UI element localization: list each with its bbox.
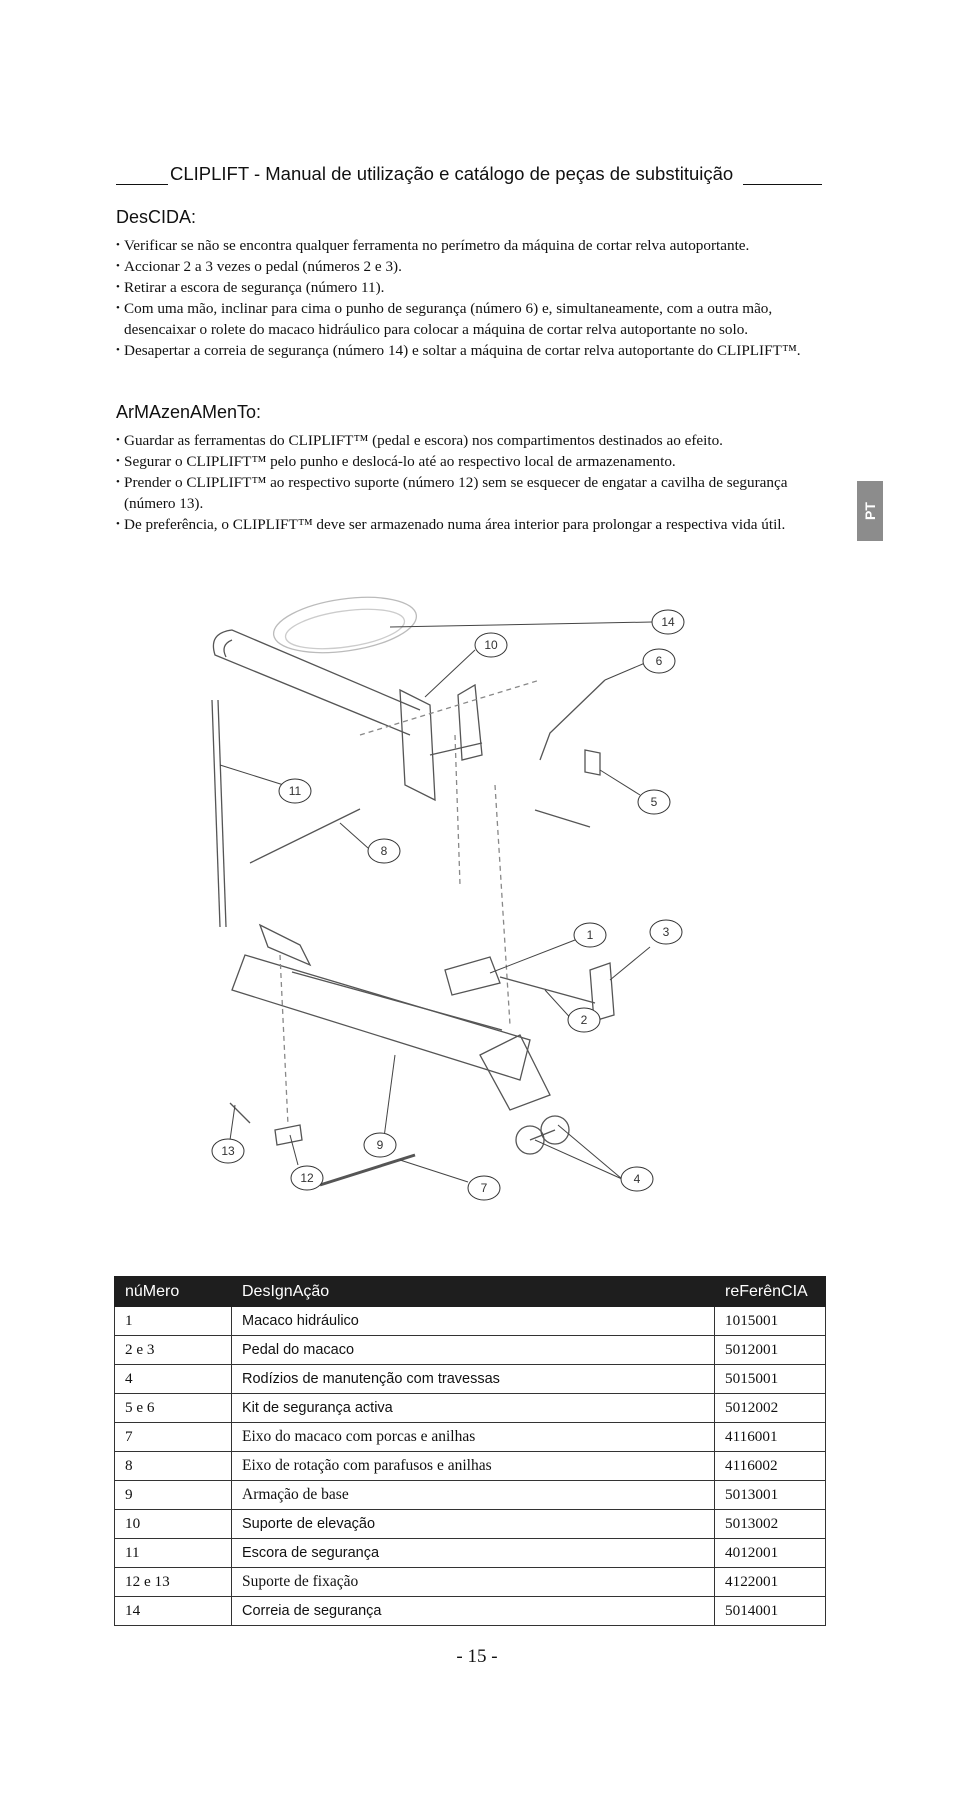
callout-label: 9 bbox=[376, 1138, 384, 1152]
table-row bbox=[115, 1307, 826, 1336]
page-title: CLIPLIFT - Manual de utilização e catálogo de peças de substituição bbox=[170, 163, 734, 184]
guide-line bbox=[360, 680, 540, 735]
table-header-row bbox=[115, 1277, 826, 1307]
part-number: 5 e 6 bbox=[115, 1394, 232, 1423]
part-description: Eixo de rotação com parafusos e anilhas bbox=[232, 1452, 715, 1481]
leader-line bbox=[290, 1135, 298, 1165]
leader-line bbox=[610, 947, 650, 980]
assembly-guides bbox=[280, 680, 540, 1125]
lift-plate-right bbox=[458, 685, 482, 760]
table-row bbox=[115, 1423, 826, 1452]
leader-line bbox=[558, 1125, 622, 1179]
list-item: • Com uma mão, inclinar para cima o punho de segurança (número 6) e, simultaneamente, com a outra mão, desencaixar o rolete do macaco hidráulico para colocar a máquina de cortar relva autoportante no solo. bbox=[116, 298, 826, 340]
part-number: 10 bbox=[115, 1510, 232, 1539]
list-item: • Guardar as ferramentas do CLIPLIFT™ (pedal e escora) nos compartimentos destinados ao efeito. bbox=[116, 430, 826, 451]
mount-bracket-shape bbox=[275, 1125, 302, 1145]
callout-12 bbox=[291, 1166, 323, 1190]
list-item: • Prender o CLIPLIFT™ ao respectivo suporte (número 12) sem se esquecer de engatar a cavilha de segurança (número 13). bbox=[116, 472, 826, 514]
part-description: Rodízios de manutenção com travessas bbox=[232, 1365, 715, 1394]
table-row bbox=[115, 1539, 826, 1568]
callout-label: 14 bbox=[661, 615, 675, 629]
leader-line bbox=[400, 1160, 468, 1182]
callout-label: 6 bbox=[655, 654, 663, 668]
list-item: • De preferência, o CLIPLIFT™ deve ser armazenado numa área interior para prolongar a respectiva vida útil. bbox=[116, 514, 826, 535]
diagram-svg bbox=[190, 585, 780, 1210]
callout-label: 13 bbox=[221, 1144, 235, 1158]
part-description: Eixo do macaco com porcas e anilhas bbox=[232, 1423, 715, 1452]
handle-bend-shape bbox=[224, 640, 232, 657]
guide-line bbox=[455, 735, 460, 885]
parts-table bbox=[114, 1276, 826, 1626]
callout-7 bbox=[468, 1176, 500, 1200]
callout-14 bbox=[652, 610, 684, 634]
callout-10 bbox=[475, 633, 507, 657]
leader-line bbox=[220, 765, 290, 787]
diagram-callouts bbox=[212, 610, 684, 1200]
callout-label: 5 bbox=[650, 795, 658, 809]
table-row bbox=[115, 1394, 826, 1423]
safety-handle-shape bbox=[540, 680, 605, 760]
callout-5 bbox=[638, 790, 670, 814]
callout-label: 8 bbox=[380, 844, 388, 858]
part-reference: 4122001 bbox=[715, 1568, 826, 1597]
strap-shape bbox=[270, 589, 420, 661]
safety-bracket-shape bbox=[585, 750, 600, 775]
table-row bbox=[115, 1568, 826, 1597]
descida-heading: DesCIDA: bbox=[116, 207, 197, 227]
part-description: Armação de base bbox=[232, 1481, 715, 1510]
base-bracket-shape bbox=[260, 925, 310, 965]
part-number: 1 bbox=[115, 1307, 232, 1336]
part-number: 2 e 3 bbox=[115, 1336, 232, 1365]
list-item: • Verificar se não se encontra qualquer ferramenta no perímetro da máquina de cortar relva autoportante. bbox=[116, 235, 826, 256]
table-row bbox=[115, 1336, 826, 1365]
guide-line bbox=[280, 955, 288, 1125]
base-frame-shape bbox=[232, 955, 530, 1080]
table-row bbox=[115, 1452, 826, 1481]
table-row bbox=[115, 1365, 826, 1394]
part-number: 14 bbox=[115, 1597, 232, 1626]
list-item: • Desapertar a correia de segurança (número 14) e soltar a máquina de cortar relva autoportante do CLIPLIFT™. bbox=[116, 340, 826, 361]
caster-crossbar bbox=[530, 1130, 555, 1140]
part-reference: 4012001 bbox=[715, 1539, 826, 1568]
leader-line bbox=[600, 770, 640, 795]
part-description: Escora de segurança bbox=[232, 1539, 715, 1568]
part-reference: 5013001 bbox=[715, 1481, 826, 1510]
callout-8 bbox=[368, 839, 400, 863]
page-number: - 15 - bbox=[456, 1646, 498, 1667]
leader-line bbox=[340, 823, 368, 848]
column-header-referencia: reFerênCIA bbox=[715, 1277, 826, 1307]
callout-label: 3 bbox=[662, 925, 670, 939]
part-number: 9 bbox=[115, 1481, 232, 1510]
callout-3 bbox=[650, 920, 682, 944]
base-frame-rail bbox=[292, 972, 502, 1030]
part-number: 11 bbox=[115, 1539, 232, 1568]
callout-4 bbox=[621, 1167, 653, 1191]
list-item: • Retirar a escora de segurança (número 11). bbox=[116, 277, 826, 298]
table-row bbox=[115, 1597, 826, 1626]
part-reference: 1015001 bbox=[715, 1307, 826, 1336]
diagram-drawing bbox=[212, 589, 652, 1185]
leader-line bbox=[230, 1105, 235, 1140]
leader-line bbox=[535, 1140, 622, 1179]
callout-label: 4 bbox=[633, 1172, 641, 1186]
column-header-designacao: DesIgnAção bbox=[232, 1277, 715, 1307]
header-rule-right bbox=[743, 176, 822, 185]
language-tab bbox=[857, 481, 883, 541]
part-description: Suporte de fixação bbox=[232, 1568, 715, 1597]
leader-line bbox=[390, 622, 652, 627]
part-number: 7 bbox=[115, 1423, 232, 1452]
page-header bbox=[116, 155, 822, 185]
lift-plate-left bbox=[400, 690, 435, 800]
part-description: Suporte de elevação bbox=[232, 1510, 715, 1539]
part-description: Kit de segurança activa bbox=[232, 1394, 715, 1423]
leader-line bbox=[605, 663, 645, 680]
part-number: 4 bbox=[115, 1365, 232, 1394]
callout-6 bbox=[643, 649, 675, 673]
callout-label: 10 bbox=[484, 638, 498, 652]
armazenamento-list bbox=[116, 430, 826, 535]
base-fork-shape bbox=[480, 1035, 550, 1110]
callout-9 bbox=[364, 1133, 396, 1157]
leader-line bbox=[383, 1055, 395, 1145]
column-header-numero: núMero bbox=[115, 1277, 232, 1307]
part-reference: 5015001 bbox=[715, 1365, 826, 1394]
part-reference: 5012001 bbox=[715, 1336, 826, 1365]
callout-leaders bbox=[220, 622, 652, 1182]
guide-line bbox=[495, 785, 510, 1025]
roller-pin-shape bbox=[535, 810, 590, 827]
hydraulic-jack-shape bbox=[445, 957, 500, 995]
descida-list bbox=[116, 235, 826, 361]
table-row bbox=[115, 1510, 826, 1539]
list-item: • Segurar o CLIPLIFT™ pelo punho e deslocá-lo até ao respectivo local de armazenamento. bbox=[116, 451, 826, 472]
header-rule-left bbox=[116, 176, 168, 185]
part-description: Pedal do macaco bbox=[232, 1336, 715, 1365]
table-row bbox=[115, 1481, 826, 1510]
callout-label: 7 bbox=[480, 1181, 488, 1195]
part-description: Correia de segurança bbox=[232, 1597, 715, 1626]
part-description: Macaco hidráulico bbox=[232, 1307, 715, 1336]
jack-pedal-bar bbox=[500, 977, 595, 1003]
part-reference: 5013002 bbox=[715, 1510, 826, 1539]
strap-inner-shape bbox=[283, 603, 407, 655]
leader-line bbox=[490, 940, 575, 973]
callout-1 bbox=[574, 923, 606, 947]
callout-label: 2 bbox=[580, 1013, 588, 1027]
part-reference: 4116001 bbox=[715, 1423, 826, 1452]
callout-2 bbox=[568, 1008, 600, 1032]
exploded-parts-diagram bbox=[190, 585, 780, 1210]
pivot-axle-shape bbox=[250, 809, 360, 863]
language-tab-label: PT bbox=[861, 502, 878, 520]
part-reference: 5014001 bbox=[715, 1597, 826, 1626]
callout-label: 12 bbox=[300, 1171, 314, 1185]
part-number: 8 bbox=[115, 1452, 232, 1481]
callout-label: 1 bbox=[586, 928, 594, 942]
jack-axle-shape bbox=[320, 1155, 415, 1185]
callout-13 bbox=[212, 1139, 244, 1163]
part-reference: 5012002 bbox=[715, 1394, 826, 1423]
list-item: • Accionar 2 a 3 vezes o pedal (números 2 e 3). bbox=[116, 256, 826, 277]
callout-label: 11 bbox=[288, 784, 302, 798]
callout-11 bbox=[279, 779, 311, 803]
armazenamento-heading: ArMAzenAMenTo: bbox=[116, 402, 262, 422]
part-number: 12 e 13 bbox=[115, 1568, 232, 1597]
handle-frame-shape bbox=[213, 630, 420, 735]
part-reference: 4116002 bbox=[715, 1452, 826, 1481]
